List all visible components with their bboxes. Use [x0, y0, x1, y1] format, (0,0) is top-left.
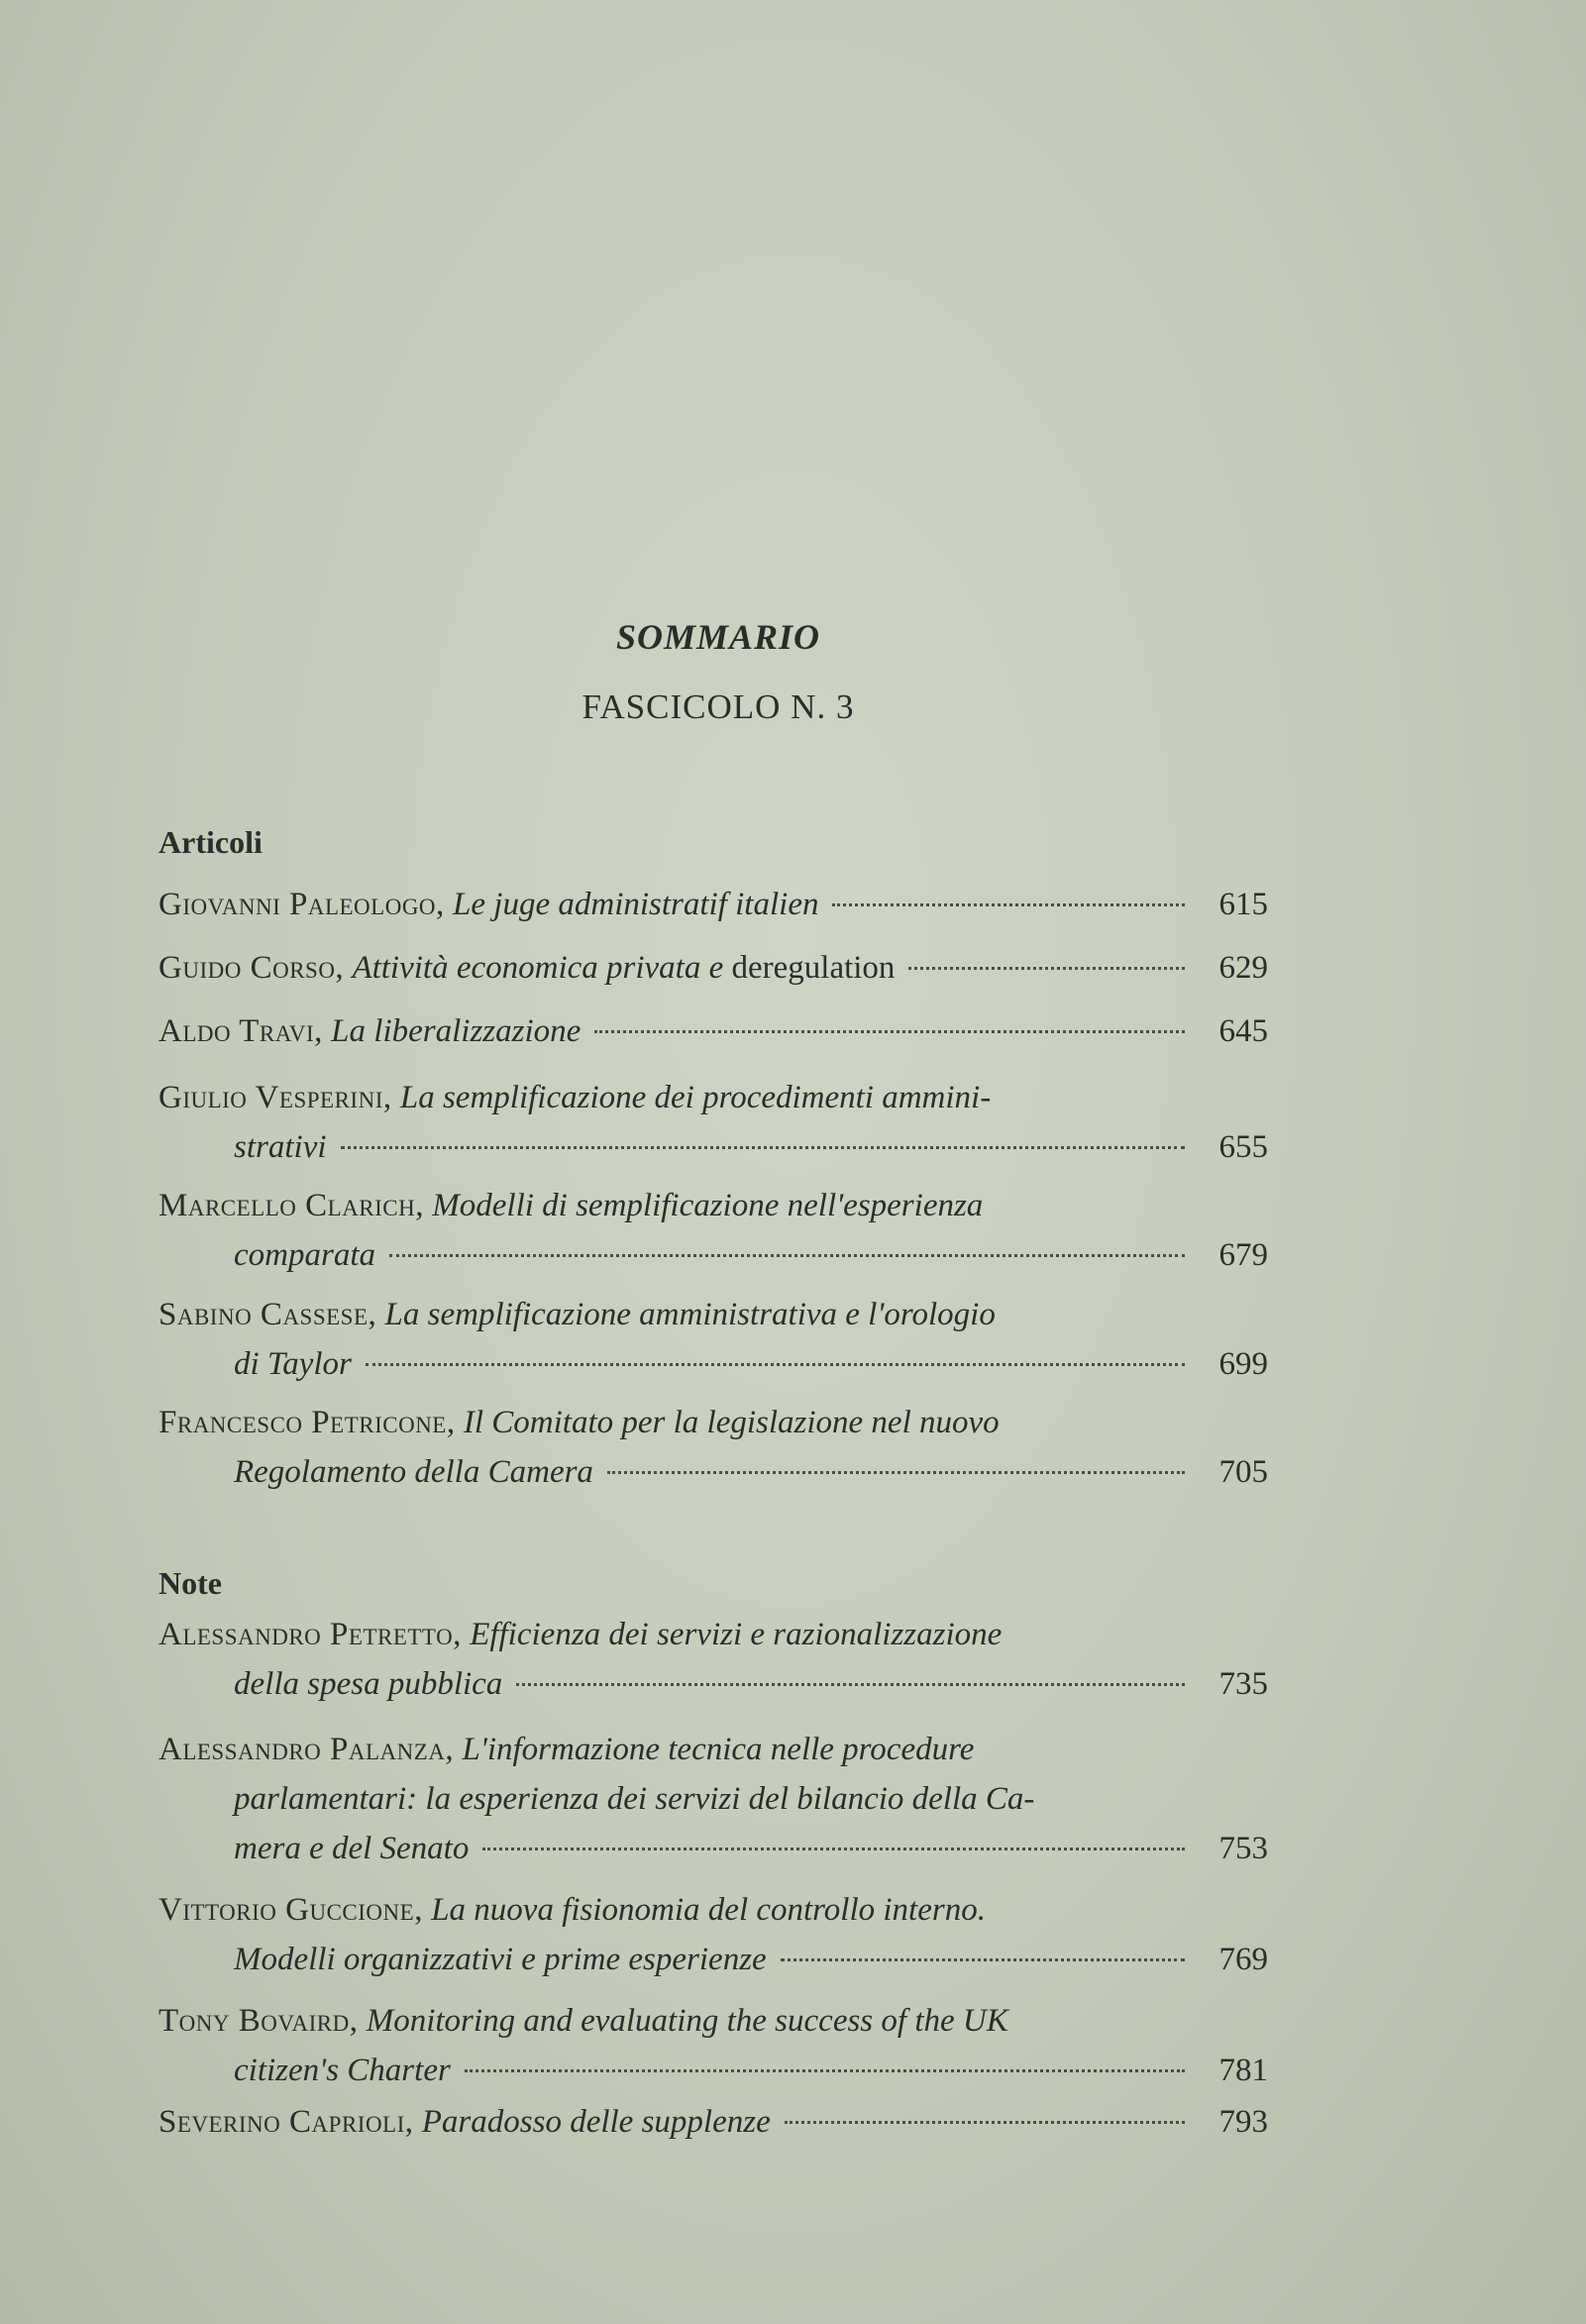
toc-entry[interactable] — [159, 1013, 1268, 1063]
entry-title: Il Comitato per la legislazione nel nuovo — [463, 1405, 1000, 1440]
entry-author: Alessandro Palanza, — [159, 1732, 455, 1767]
toc-entry[interactable] — [159, 950, 1268, 1000]
toc-entry[interactable] — [159, 1617, 1268, 1716]
entry-page-number: 753 — [1218, 1831, 1268, 1866]
toc-entry[interactable] — [159, 1732, 1268, 1880]
entry-author: Tony Bovaird, — [159, 2003, 359, 2039]
entry-page-number: 699 — [1218, 1346, 1268, 1382]
section-title-note: Note — [159, 1565, 222, 1601]
entry-author: Giovanni Paleologo, — [159, 887, 445, 922]
entry-author: Giulio Vesperini, — [159, 1080, 392, 1115]
entry-title-continued: strativi — [234, 1129, 327, 1165]
dot-leader — [832, 903, 1185, 906]
issue-subtitle: FASCICOLO N. 3 — [582, 687, 855, 726]
dot-leader — [607, 1471, 1185, 1474]
entry-page-number: 769 — [1218, 1942, 1268, 1977]
entry-author: Vittorio Guccione, — [159, 1892, 423, 1928]
page-title: SOMMARIO — [615, 617, 821, 657]
dot-leader — [389, 1254, 1185, 1257]
dot-leader — [785, 2121, 1185, 2124]
section-title-articoli: Articoli — [159, 824, 263, 860]
entry-page-number: 705 — [1218, 1454, 1268, 1490]
toc-entry[interactable] — [159, 1892, 1268, 1991]
entry-title-continued: Regolamento della Camera — [234, 1454, 593, 1490]
dot-leader — [594, 1030, 1185, 1033]
entry-title-continued: Modelli organizzativi e prime esperienze — [234, 1942, 767, 1977]
dot-leader — [366, 1363, 1185, 1366]
entry-author: Alessandro Petretto, — [159, 1617, 462, 1652]
toc-entry[interactable] — [159, 1297, 1268, 1396]
entry-title: Monitoring and evaluating the success of the UK — [366, 2003, 1008, 2039]
entry-title-continued: mera e del Senato — [234, 1831, 470, 1866]
entry-page-number: 781 — [1218, 2053, 1268, 2088]
entry-author: Sabino Cassese, — [159, 1297, 377, 1332]
toc-entry[interactable] — [159, 1405, 1268, 1504]
entry-title: Le juge administratif italien — [453, 887, 819, 922]
entry-title: L'informazione tecnica nelle procedure — [462, 1732, 975, 1767]
dot-leader — [908, 967, 1185, 970]
entry-author: Marcello Clarich, — [159, 1188, 425, 1223]
entry-page-number: 793 — [1218, 2104, 1268, 2140]
entry-author: Severino Caprioli, — [159, 2104, 414, 2140]
toc-entry[interactable] — [159, 2003, 1268, 2102]
entry-title-continued: comparata — [234, 1237, 375, 1273]
entry-title: Paradosso delle supplenze — [421, 2104, 771, 2140]
dot-leader — [465, 2069, 1185, 2072]
toc-entry[interactable] — [159, 1080, 1268, 1179]
entry-page-number: 735 — [1218, 1666, 1268, 1702]
entry-title: Efficienza dei servizi e razionalizzazione — [470, 1617, 1003, 1652]
entry-title-continued: citizen's Charter — [234, 2053, 451, 2088]
entry-title: La semplificazione amministrativa e l'orologio — [384, 1297, 996, 1332]
dot-leader — [516, 1683, 1185, 1686]
entry-title: Attività economica privata e — [352, 950, 724, 986]
entry-title: La nuova fisionomia del controllo interno. — [431, 1892, 986, 1928]
toc-entry[interactable] — [159, 2104, 1268, 2154]
entry-title-continued: della spesa pubblica — [234, 1666, 503, 1702]
entry-title: La semplificazione dei procedimenti ammini- — [399, 1080, 992, 1115]
entry-title: Modelli di semplificazione nell'esperienza — [432, 1188, 984, 1223]
entry-page-number: 629 — [1218, 950, 1268, 986]
dot-leader — [482, 1848, 1185, 1850]
entry-author: Guido Corso, — [159, 950, 345, 986]
toc-entry[interactable] — [159, 887, 1268, 936]
entry-page-number: 679 — [1218, 1237, 1268, 1273]
toc-entry[interactable] — [159, 1188, 1268, 1287]
entry-title-continued: parlamentari: la esperienza dei servizi del bilancio della Ca- — [234, 1781, 1035, 1817]
entry-title: La liberalizzazione — [331, 1013, 582, 1049]
entry-page-number: 615 — [1218, 887, 1268, 922]
entry-page-number: 645 — [1218, 1013, 1268, 1049]
entry-author: Aldo Travi, — [159, 1013, 323, 1049]
entry-title-continued: di Taylor — [234, 1346, 352, 1382]
entry-author: Francesco Petricone, — [159, 1405, 456, 1440]
entry-page-number: 655 — [1218, 1129, 1268, 1165]
dot-leader — [341, 1146, 1185, 1149]
dot-leader — [781, 1958, 1185, 1961]
entry-title-roman: deregulation — [731, 950, 896, 986]
